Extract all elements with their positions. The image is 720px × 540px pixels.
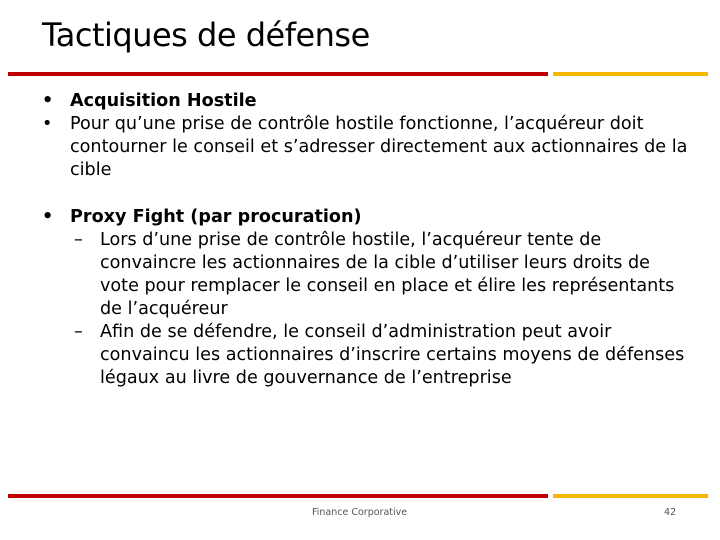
sub-bullet-marker: – xyxy=(74,230,83,250)
footer-rule-yellow xyxy=(553,494,708,498)
bullet-acquisition-hostile: • Acquisition Hostile xyxy=(42,90,692,113)
slide-title: Tactiques de défense xyxy=(42,16,370,54)
title-underline-red xyxy=(8,72,548,76)
sub-bullet-text: Afin de se défendre, le conseil d’administration peut avoir convaincu les actionnaires d’inscrire certains moyens de défenses légaux au livre de gouvernance de l’entreprise xyxy=(100,322,685,388)
title-underline-yellow xyxy=(553,72,708,76)
footer-course-name: Finance Corporative xyxy=(312,507,408,518)
spacer xyxy=(42,182,692,206)
sub-bullet-proxy-description xyxy=(42,229,692,321)
sub-bullet-defense-description xyxy=(42,321,692,390)
slide-body xyxy=(42,90,692,390)
footer-page-number: 42 xyxy=(664,507,677,518)
sub-bullet-marker: – xyxy=(74,322,83,342)
footer-rule-red xyxy=(8,494,548,498)
bullet-hostile-takeover-description: • Pour qu’une prise de contrôle hostile fonctionne, l’acquéreur doit contourner le conseil et s’adresser directement aux actionnaires de la cible xyxy=(42,113,692,182)
sub-bullet-text: Lors d’une prise de contrôle hostile, l’acquéreur tente de convaincre les actionnaires de la cible d’utiliser leurs droits de vote pour remplacer le conseil en place et élire les représentants de l’acquéreur xyxy=(100,230,675,319)
bullet-proxy-fight: • Proxy Fight (par procuration) xyxy=(42,206,692,229)
